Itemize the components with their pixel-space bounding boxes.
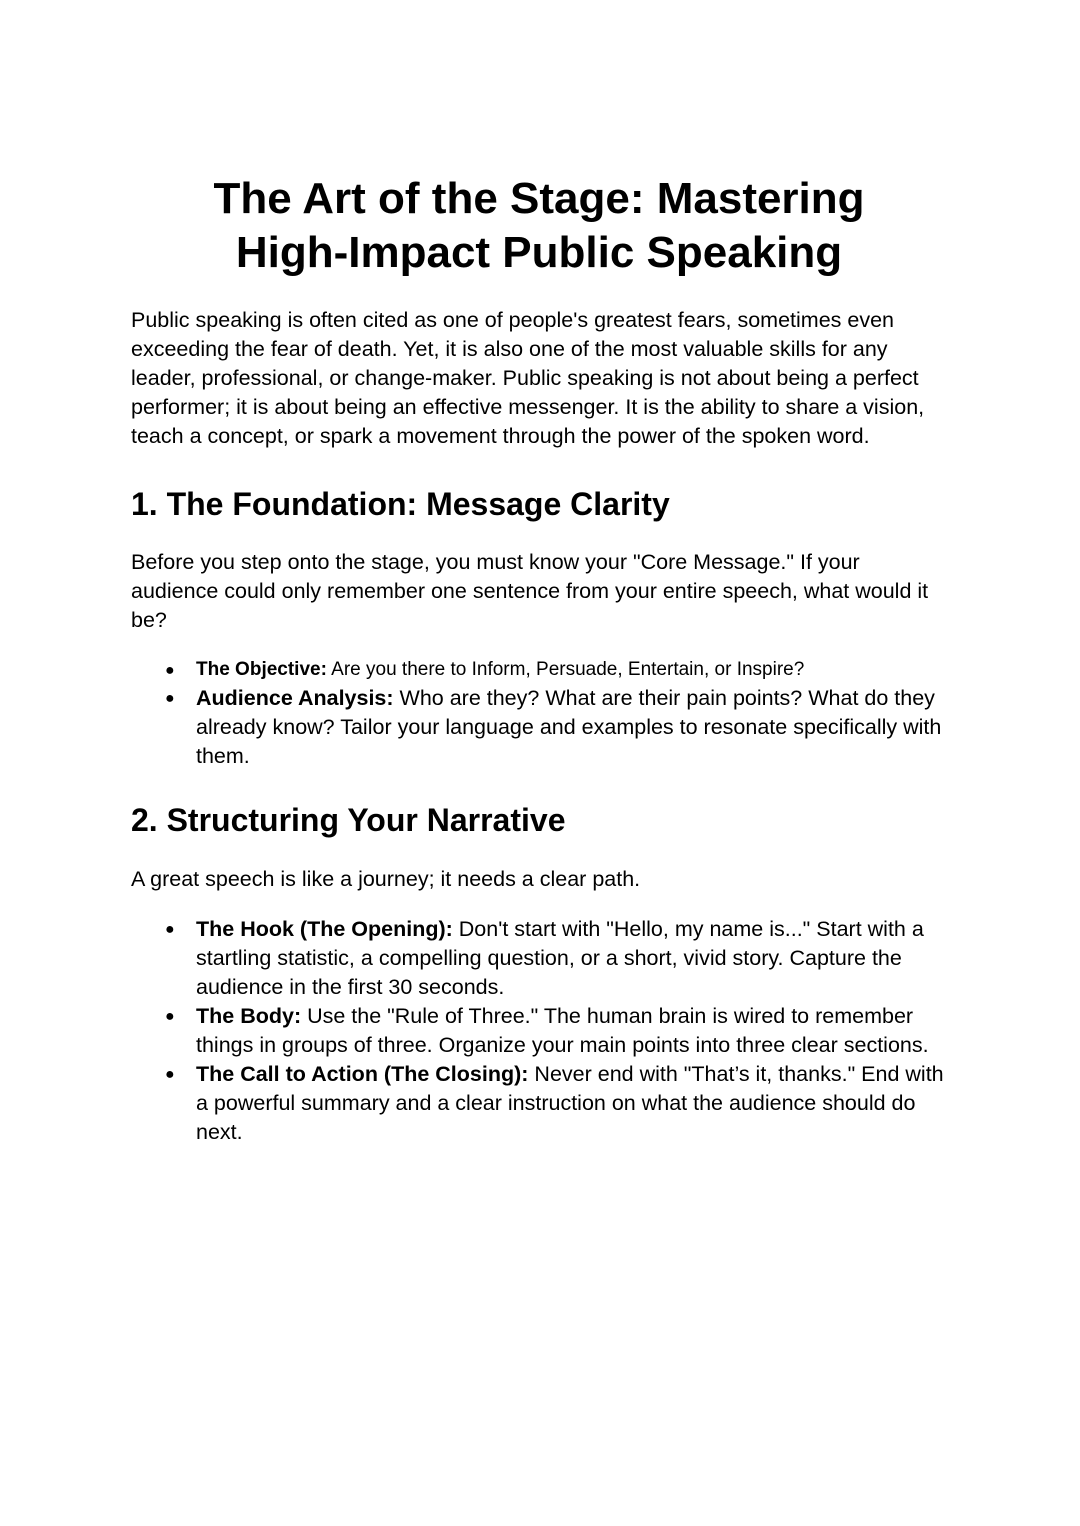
- title-line-2: High-Impact Public Speaking: [235, 228, 843, 277]
- bullet-text: Use the "Rule of Three." The human brain is wired to remember things in groups of three. Organize your main points into three clear sections.: [196, 1004, 929, 1057]
- bullet-icon: ●: [165, 1008, 175, 1025]
- bullet-icon: ●: [165, 921, 175, 938]
- section-2-intro: A great speech is like a journey; it needs a clear path.: [131, 867, 641, 891]
- list-item: [131, 1060, 947, 1147]
- bullet-icon: ●: [165, 662, 175, 679]
- bullet-lead: The Call to Action (The Closing):: [196, 1062, 529, 1086]
- bullet-lead: Audience Analysis:: [196, 686, 394, 710]
- bullet-lead: The Objective:: [196, 659, 327, 680]
- bullet-lead: The Hook (The Opening):: [196, 917, 453, 941]
- intro-paragraph: Public speaking is often cited as one of people's greatest fears, sometimes even exceeding the fear of death. Yet, it is also one of the most valuable skills for any leader, professional, or change-maker. Public speaking is not about being a perfect performer; it is about being an effective messenger. It is the ability to share a vision, teach a concept, or spark a movement through the power of the spoken word.: [131, 308, 925, 448]
- section-2-heading: 2. Structuring Your Narrative: [131, 802, 566, 838]
- list-item: [131, 915, 947, 1002]
- bullet-text: Don't start with "Hello, my name is..." Start with a startling statistic, a compelling question, or a short, vivid story. Capture the audience in the first 30 seconds.: [196, 917, 924, 999]
- bullet-text: Are you there to Inform, Persuade, Entertain, or Inspire?: [326, 659, 805, 680]
- bullet-icon: ●: [165, 1066, 175, 1083]
- bullet-text: Who are they? What are their pain points? What do they already know? Tailor your language and examples to resonate specifically with them.: [196, 686, 942, 768]
- section-1-bullet-list: [131, 656, 947, 771]
- bullet-icon: ●: [165, 690, 175, 707]
- document-page: [131, 172, 947, 1147]
- list-item: [131, 684, 947, 771]
- section-2-bullet-list: [131, 915, 947, 1147]
- section-1-intro: Before you step onto the stage, you must know your "Core Message." If your audience could only remember one sentence from your entire speech, what would it be?: [131, 550, 929, 632]
- section-1-heading: 1. The Foundation: Message Clarity: [131, 486, 670, 522]
- list-item: [131, 656, 947, 684]
- list-item: [131, 1002, 947, 1060]
- document-title: [131, 172, 947, 280]
- bullet-lead: The Body:: [196, 1004, 302, 1028]
- title-line-1: The Art of the Stage: Mastering: [213, 174, 865, 223]
- bullet-text: Never end with "That’s it, thanks." End with a powerful summary and a clear instruction on what the audience should do next.: [196, 1062, 944, 1144]
